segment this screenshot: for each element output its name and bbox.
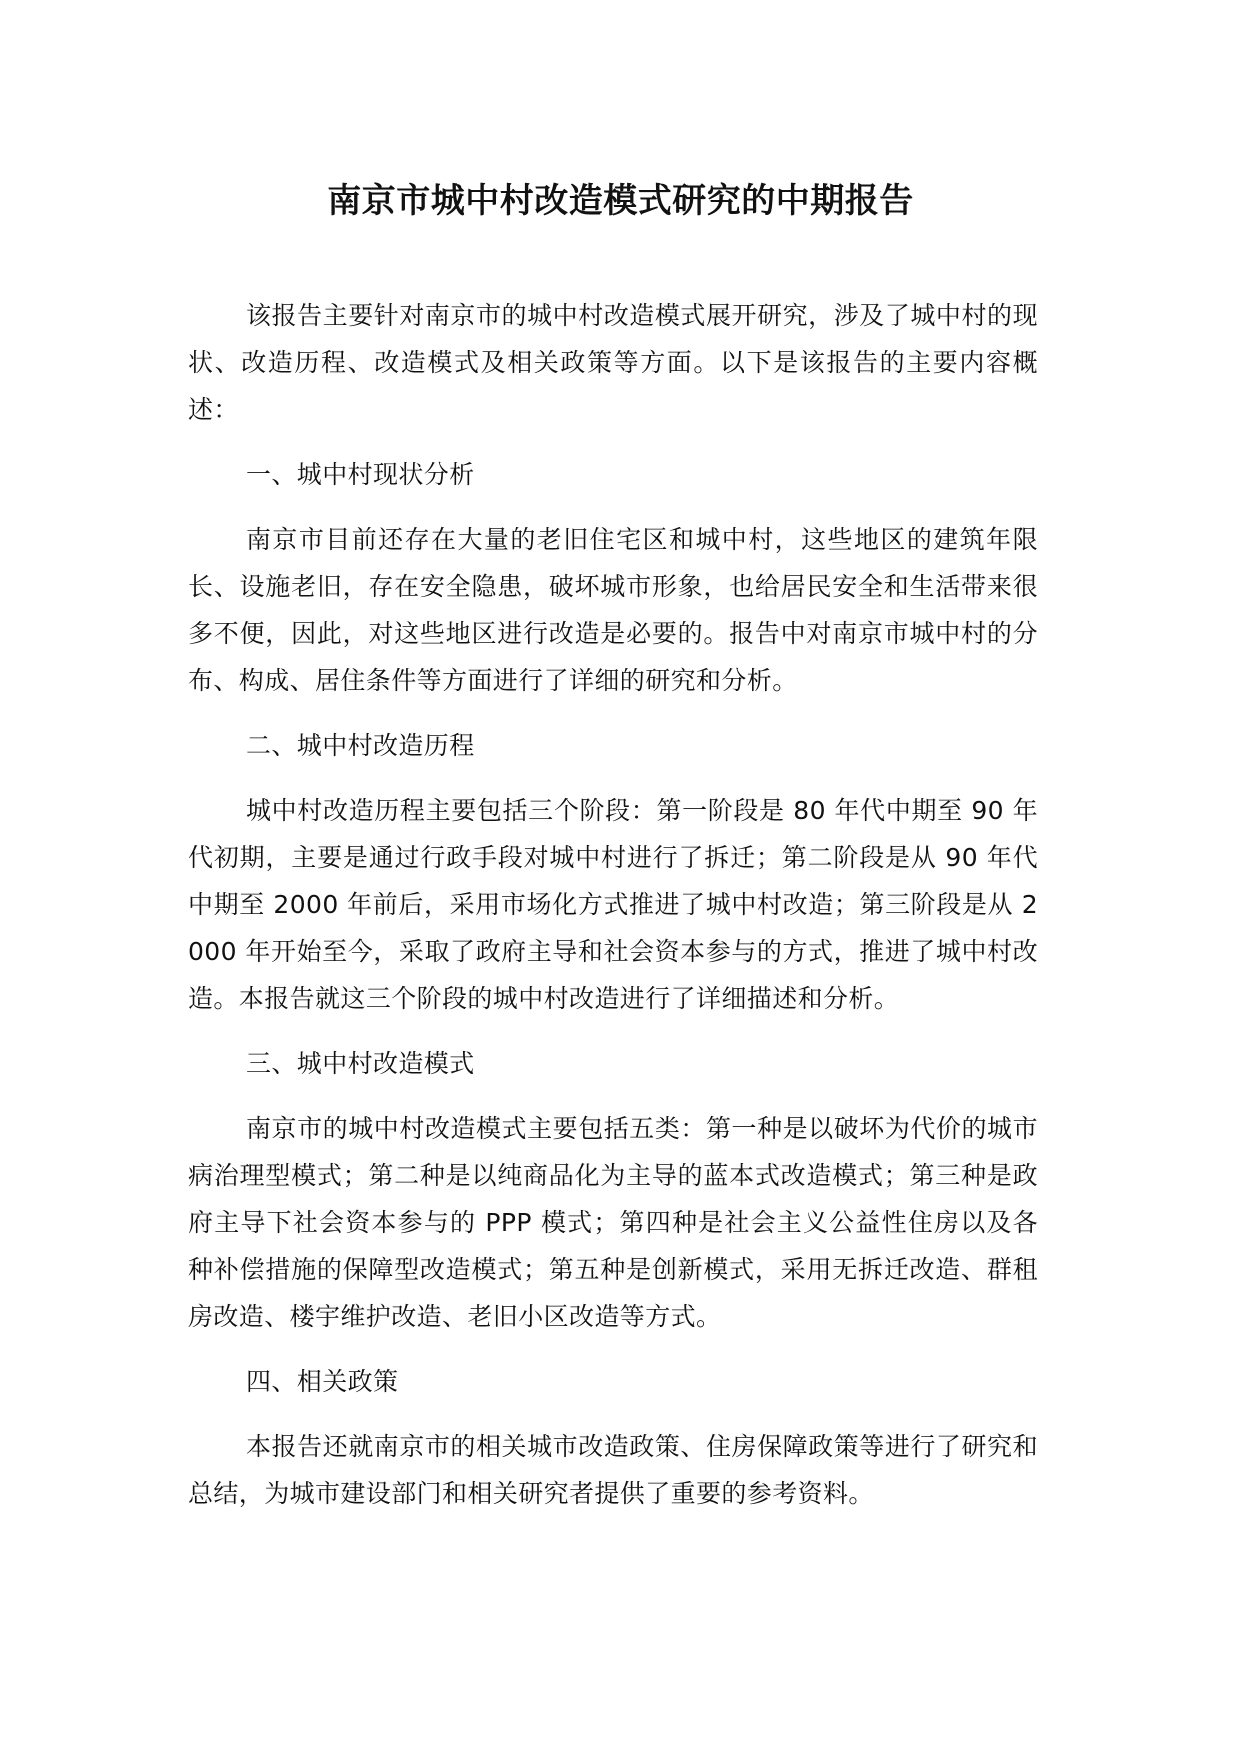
section-heading-1: 一、城中村现状分析	[246, 460, 475, 489]
section-paragraph-4: 本报告还就南京市的相关城市改造政策、住房保障政策等进行了研究和总结，为城市建设部门和相关研究者提供了重要的参考资料。	[188, 1432, 1038, 1508]
section-paragraph-3: 南京市的城中村改造模式主要包括五类：第一种是以破坏为代价的城市病治理型模式；第二种是以纯商品化为主导的蓝本式改造模式；第三种是政府主导下社会资本参与的 PPP 模式；第四种是社会主义公益性住房以及各种补偿措施的保障型改造模式；第五种是创新模式，采用无拆迁改造、群租房改造、楼宇维护改造、老旧小区改造等方式。	[188, 1114, 1038, 1331]
section-heading-3: 三、城中村改造模式	[246, 1049, 475, 1078]
intro-paragraph: 该报告主要针对南京市的城中村改造模式展开研究，涉及了城中村的现状、改造历程、改造模式及相关政策等方面。以下是该报告的主要内容概述：	[188, 301, 1038, 424]
document-body	[188, 292, 1038, 1535]
document-title: 南京市城中村改造模式研究的中期报告	[327, 181, 914, 221]
section-heading-4: 四、相关政策	[246, 1367, 399, 1396]
section-paragraph-1: 南京市目前还存在大量的老旧住宅区和城中村，这些地区的建筑年限长、设施老旧，存在安全隐患，破坏城市形象，也给居民安全和生活带来很多不便，因此，对这些地区进行改造是必要的。报告中对南京市城中村的分布、构成、居住条件等方面进行了详细的研究和分析。	[188, 525, 1038, 695]
section-heading-2: 二、城中村改造历程	[246, 731, 475, 760]
section-paragraph-2: 城中村改造历程主要包括三个阶段：第一阶段是 80 年代中期至 90 年代初期，主要是通过行政手段对城中村进行了拆迁；第二阶段是从 90 年代中期至 2000 年前后，采用市场化方式推进了城中村改造；第三阶段是从 2000 年开始至今，采取了政府主导和社会资本参与的方式，推进了城中村改造。本报告就这三个阶段的城中村改造进行了详细描述和分析。	[188, 796, 1038, 1013]
